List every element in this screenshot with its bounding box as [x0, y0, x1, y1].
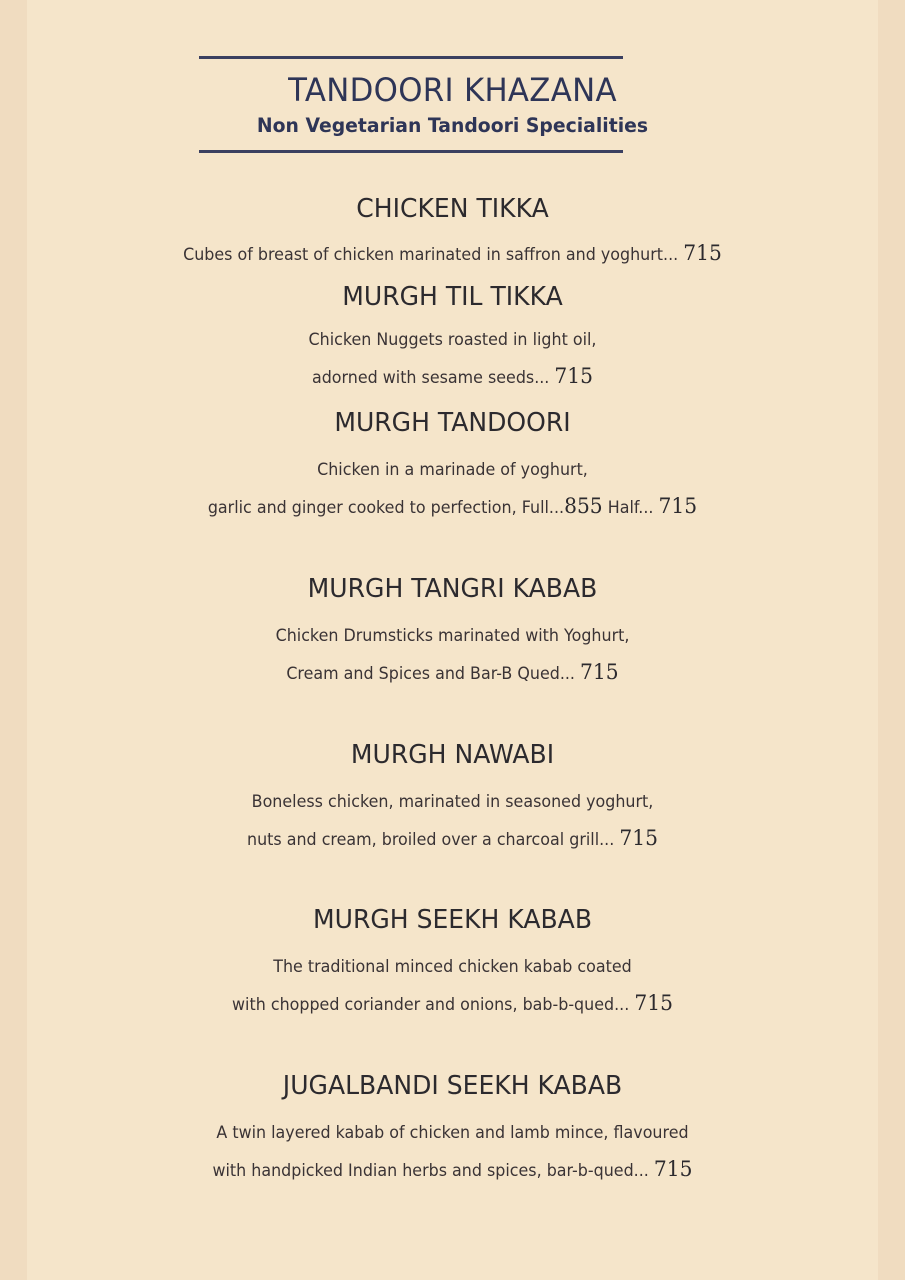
desc-text: with chopped coriander and onions, bab-b-qued...	[232, 995, 635, 1014]
item-price: 715	[580, 660, 619, 684]
item-name-murgh-tandoori: MURGH TANDOORI	[334, 408, 571, 438]
item-price: 715	[653, 1157, 693, 1181]
item-name-chicken-tikka: CHICKEN TIKKA	[356, 194, 549, 224]
header-rule-top	[199, 56, 623, 59]
item-price-full: 855	[564, 494, 603, 518]
menu-title: TANDOORI KHAZANA	[288, 71, 617, 109]
item-desc-line	[43, 660, 863, 686]
desc-text-half: Half...	[602, 498, 659, 517]
menu-panel	[27, 0, 878, 1280]
item-desc-line: Chicken Nuggets roasted in light oil,	[308, 330, 597, 349]
desc-text: adorned with sesame seeds...	[311, 368, 555, 387]
item-desc-line: The traditional minced chicken kabab coated	[273, 957, 632, 976]
item-desc-line: A twin layered kabab of chicken and lamb mince, flavoured	[216, 1123, 689, 1142]
desc-text: Cubes of breast of chicken marinated in saffron and yoghurt...	[183, 245, 684, 264]
header-rule-bottom	[199, 150, 623, 153]
item-desc-line	[43, 991, 863, 1017]
menu-subtitle: Non Vegetarian Tandoori Specialities	[256, 114, 649, 137]
item-desc-line	[43, 826, 863, 852]
desc-text: garlic and ginger cooked to perfection, Full...	[207, 498, 565, 517]
item-name-murgh-tangri-kabab: MURGH TANGRI KABAB	[307, 574, 598, 604]
desc-text: Cream and Spices and Bar-B Qued...	[286, 664, 581, 683]
item-desc-line	[43, 364, 863, 390]
item-price: 715	[554, 364, 594, 388]
item-price: 715	[619, 826, 658, 850]
item-price: 715	[683, 241, 722, 265]
desc-text: with handpicked Indian herbs and spices, bar-b-qued...	[212, 1161, 654, 1180]
item-desc-line: Chicken Drumsticks marinated with Yoghurt,	[275, 626, 630, 645]
item-name-murgh-til-tikka: MURGH TIL TIKKA	[342, 282, 563, 312]
desc-text: nuts and cream, broiled over a charcoal grill...	[247, 830, 620, 849]
item-desc-line	[43, 1157, 863, 1183]
item-desc-line	[43, 241, 863, 267]
item-price: 715	[634, 991, 673, 1015]
item-price-half: 715	[658, 494, 698, 518]
item-name-jugalbandi-seekh-kabab: JUGALBANDI SEEKH KABAB	[282, 1071, 623, 1101]
item-desc-line: Chicken in a marinade of yoghurt,	[317, 460, 588, 479]
item-name-murgh-seekh-kabab: MURGH SEEKH KABAB	[312, 905, 593, 935]
item-desc-line	[43, 494, 863, 520]
item-desc-line: Boneless chicken, marinated in seasoned yoghurt,	[251, 792, 654, 811]
item-name-murgh-nawabi: MURGH NAWABI	[350, 740, 555, 770]
